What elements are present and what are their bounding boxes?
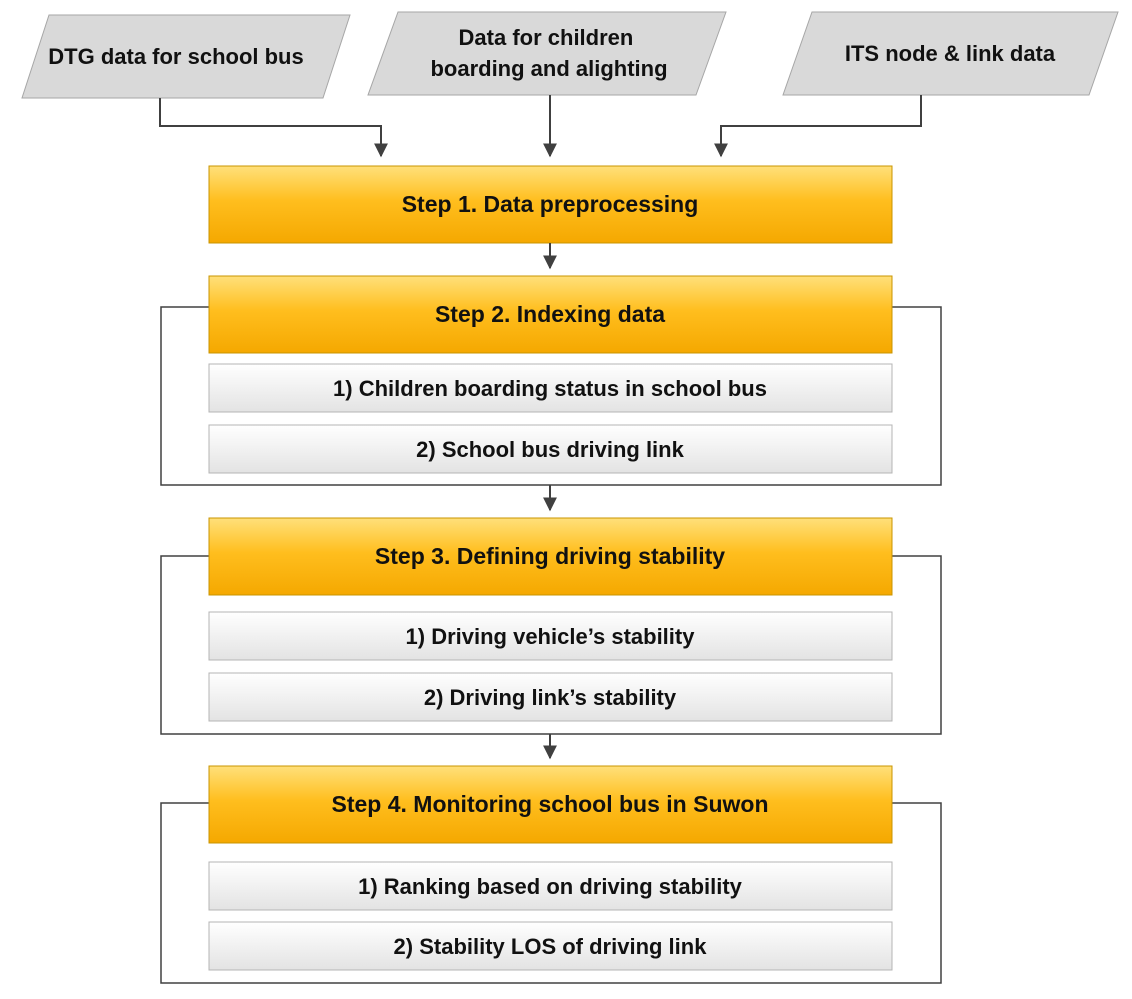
input-boarding-label: Data for children boarding and alighting [430, 25, 668, 81]
step-2-substep-1 [209, 364, 892, 412]
step-4-box [209, 766, 892, 843]
step-3-substep-2 [209, 673, 892, 721]
step-4-substep-2 [209, 922, 892, 970]
step-1-box [209, 166, 892, 243]
step-3-substep-2-label: 2) Driving link’s stability [423, 685, 677, 710]
step-3-title: Step 3. Defining driving stability [374, 543, 726, 569]
input-dtg-data [22, 15, 350, 98]
connector-inputs [160, 95, 921, 156]
step-2-title: Step 2. Indexing data [434, 301, 666, 327]
input-boarding-data [368, 12, 726, 95]
step-4-title: Step 4. Monitoring school bus in Suwon [331, 791, 769, 817]
step-2-substep-2-label: 2) School bus driving link [416, 437, 684, 462]
step-2-box [209, 276, 892, 353]
step-1-title: Step 1. Data preprocessing [401, 191, 699, 217]
step-4-substep-2-label: 2) Stability LOS of driving link [393, 934, 707, 959]
step-3-substep-1-label: 1) Driving vehicle’s stability [405, 624, 695, 649]
step-3-substep-1 [209, 612, 892, 660]
arrow-dtg-to-step1 [160, 98, 381, 156]
input-its-data [783, 12, 1118, 95]
step-3-box [209, 518, 892, 595]
arrow-its-to-step1 [721, 95, 921, 156]
step-2-substep-2 [209, 425, 892, 473]
input-its-label: ITS node & link data [844, 41, 1056, 66]
input-dtg-label: DTG data for school bus [48, 44, 304, 69]
step-4-substep-1-label: 1) Ranking based on driving stability [358, 874, 742, 899]
step-2-substep-1-label: 1) Children boarding status in school bus [333, 376, 767, 401]
step-4-substep-1 [209, 862, 892, 910]
